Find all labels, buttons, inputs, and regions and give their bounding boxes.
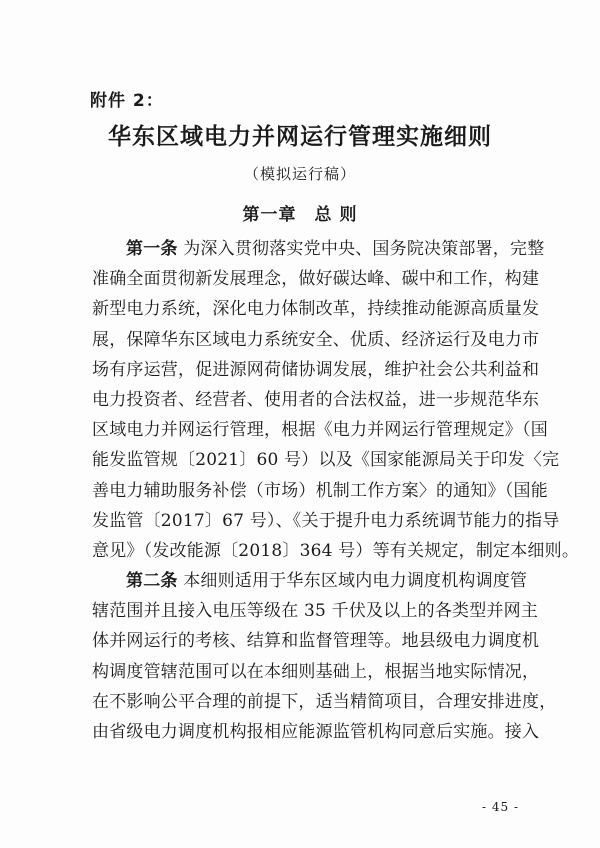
page-number: - 45 - [482,800,520,814]
article-2-line-3: 体并网运行的考核、结算和监督管理等。地县级电力调度机 [92,631,540,652]
article-1-line-8: 能发监管规〔2021〕60 号）以及《国家能源局关于印发〈完 [92,450,560,471]
article-2-line-4: 构调度管辖范围可以在本细则基础上，根据当地实际情况， [92,661,540,682]
article-1-line-4: 展，保障华东区域电力系统安全、优质、经济运行及电力市 [92,329,540,350]
article-1-label: 第一条 [126,239,178,259]
article-2-text: 本细则适用于华东区域内电力调度机构调度管 [177,571,528,592]
article-1-text: 为深入贯彻落实党中央、国务院决策部署，完整 [177,239,545,259]
article-1-line-7: 区域电力并网运行管理，根据《电力并网运行管理规定》（国 [92,420,548,441]
article-1-line-10: 发监管〔2017〕67 号）、《关于提升电力系统调节能力的指导 [92,510,560,531]
article-1-line-1 [92,234,545,264]
article-2-line-5: 在不影响公平合理的前提下，适当精简项目，合理安排进度， [92,691,557,712]
article-1-line-2: 准确全面贯彻新发展理念，做好碳达峰、碳中和工作，构建 [92,269,540,290]
article-2-label: 第二条 [126,571,178,592]
article-2-line-6: 由省级电力调度机构报相应能源监管机构同意后实施。接入 [92,722,540,742]
chapter-heading: 第一章 总 则 [242,205,358,225]
attachment-label: 附件 2： [90,91,164,111]
article-2-line-2: 辖范围并且接入电压等级在 35 千伏及以上的各类型并网主 [92,601,539,622]
article-2-line-1 [92,566,528,596]
article-1-line-5: 场有序运营，促进源网荷储协调发展，维护社会公共利益和 [92,359,540,380]
article-1-line-3: 新型电力系统，深化电力体制改革，持续推动能源高质量发 [92,299,540,320]
document-subtitle: （模拟运行稿） [243,165,356,183]
document-body [92,234,580,747]
article-1-line-6: 电力投资者、经营者、使用者的合法权益，进一步规范华东 [92,389,540,410]
document-title: 华东区域电力并网运行管理实施细则 [108,123,492,150]
article-1-line-9: 善电力辅助服务补偿（市场）机制工作方案〉的通知》（国能 [92,480,548,501]
article-1-line-11: 意见》（发改能源〔2018〕364 号）等有关规定，制定本细则。 [92,540,580,561]
